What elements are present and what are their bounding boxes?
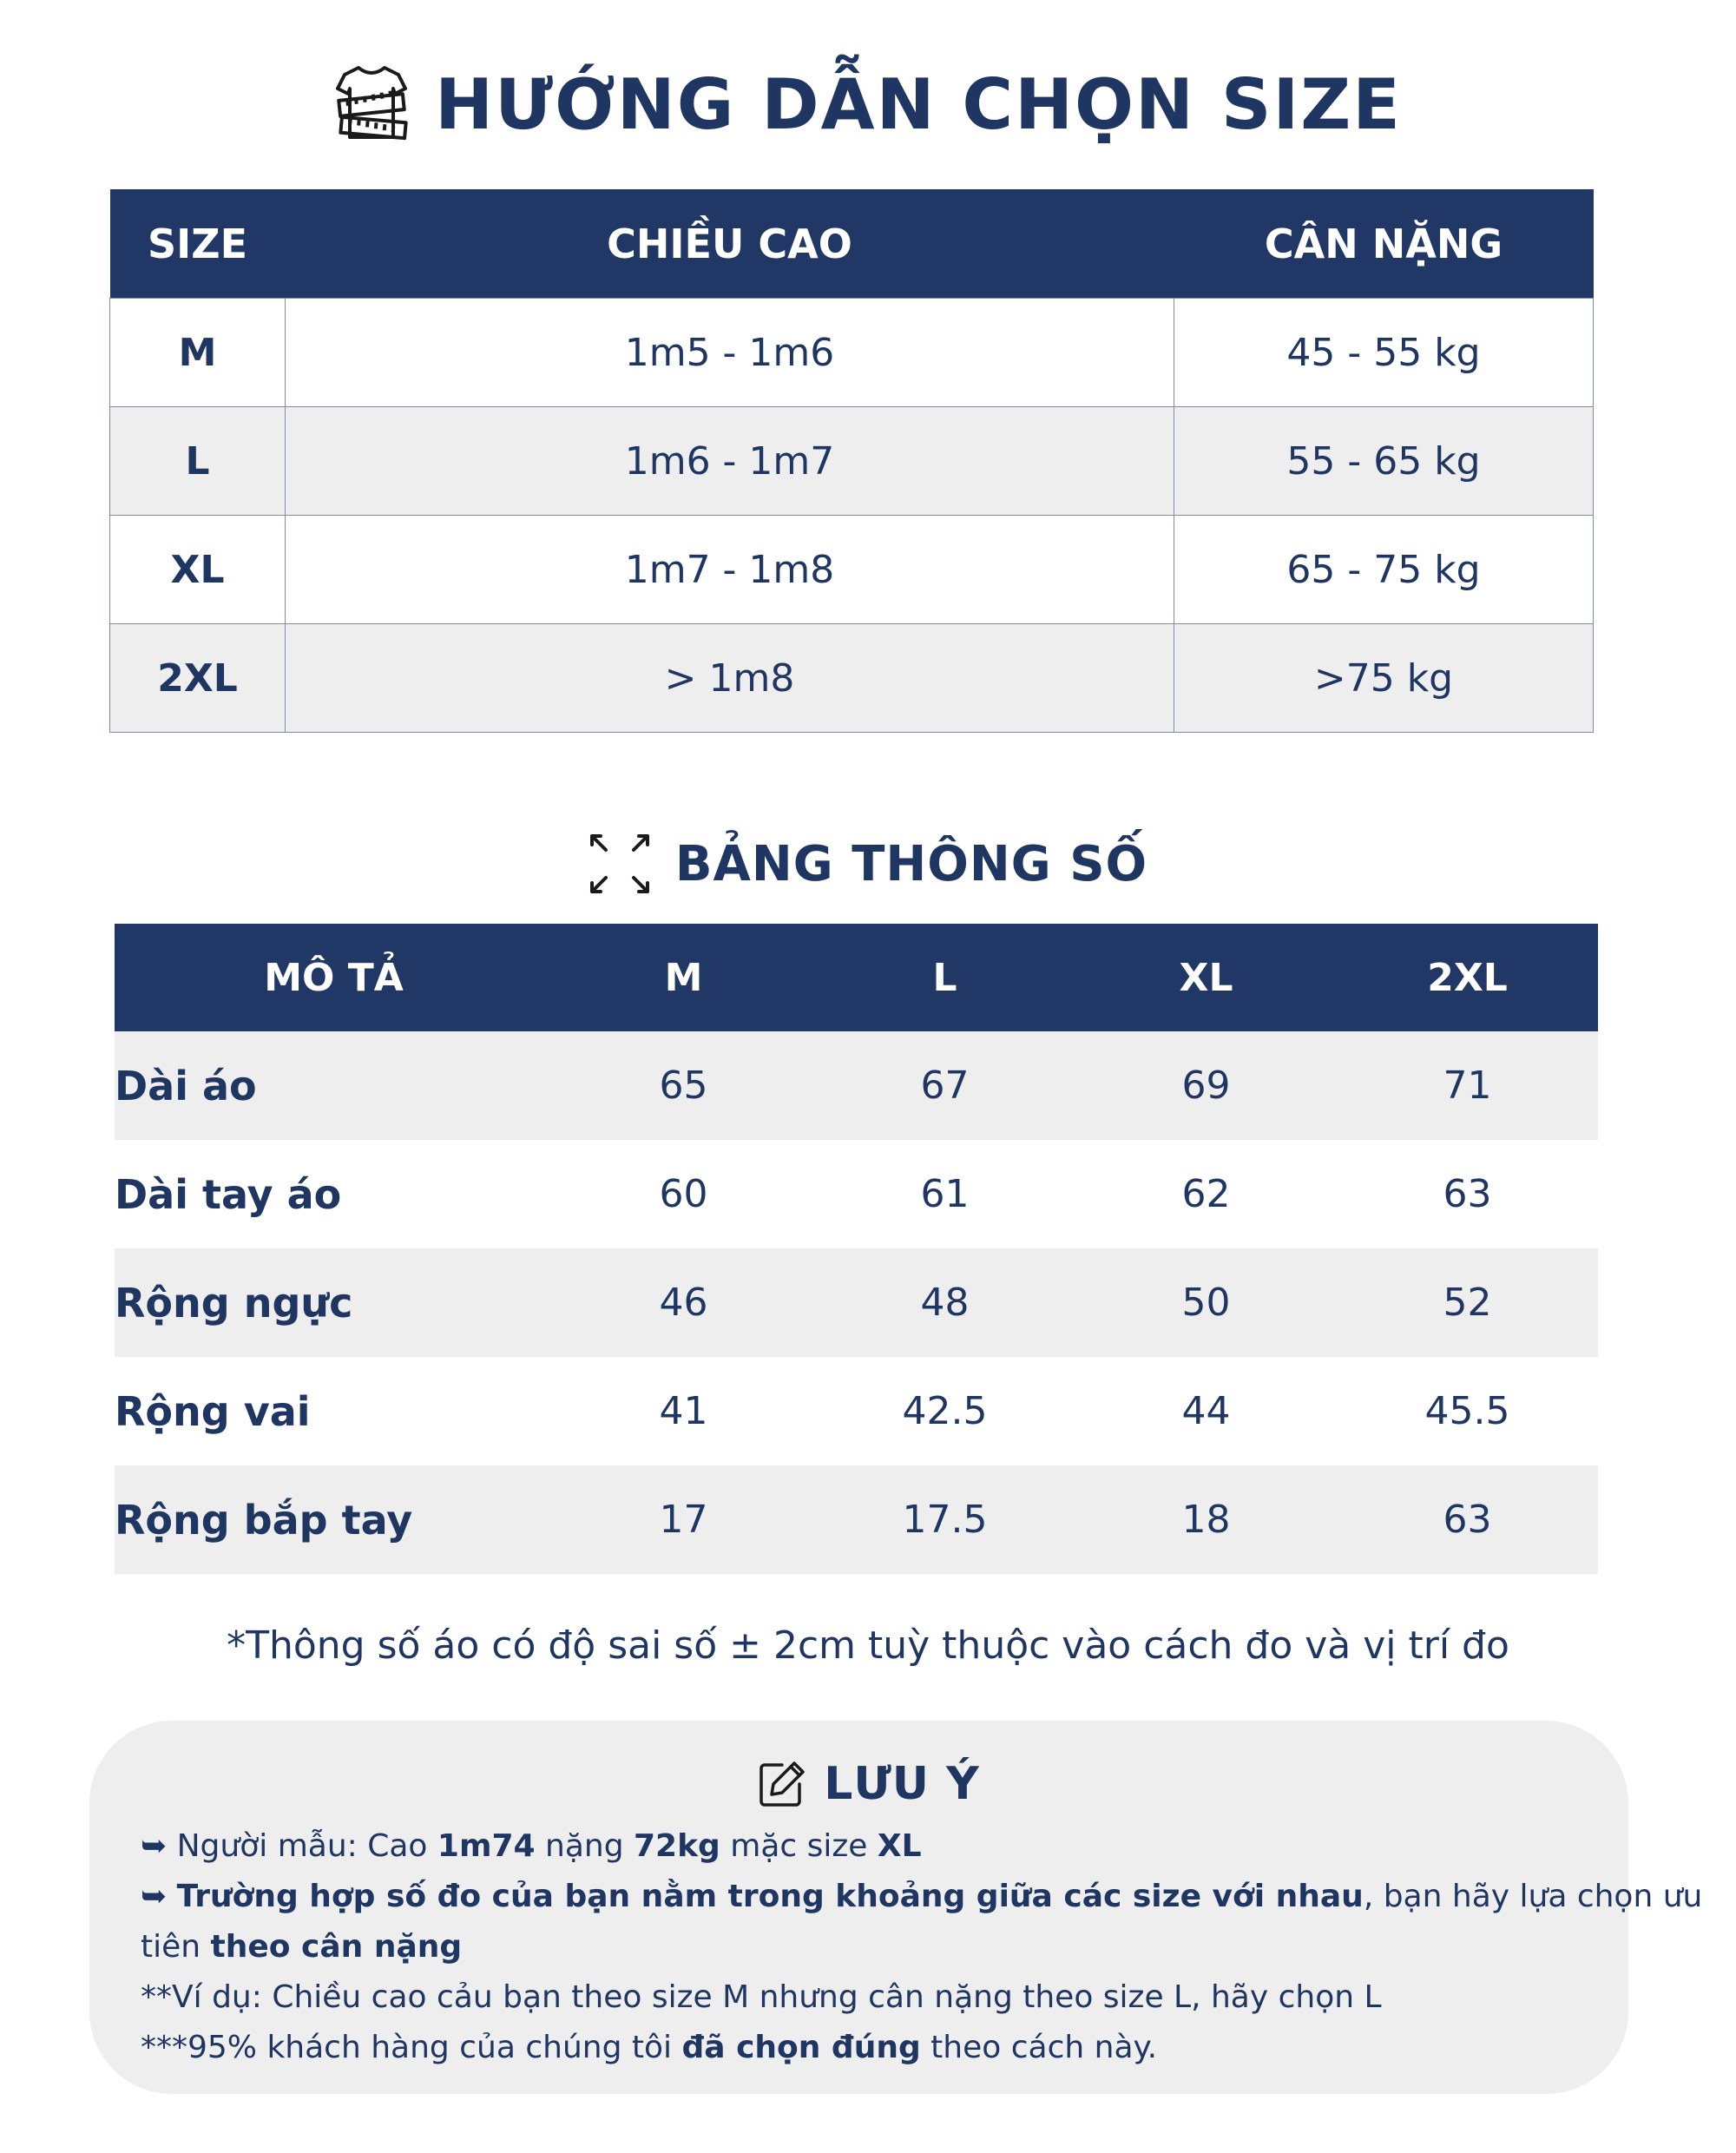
value-cell: 63 bbox=[1337, 1465, 1598, 1574]
row-label: Rộng ngực bbox=[115, 1248, 553, 1357]
column-header-weight: CÂN NẶNG bbox=[1174, 189, 1594, 299]
table-row bbox=[115, 1031, 1598, 1140]
column-header-l: L bbox=[814, 924, 1075, 1031]
height-cell: 1m5 - 1m6 bbox=[286, 299, 1174, 407]
table-row bbox=[110, 299, 1594, 407]
expand-arrows-icon bbox=[589, 833, 651, 895]
tolerance-note: *Thông số áo có độ sai số ± 2cm tuỳ thuộc vào cách đo và vị trí đo bbox=[227, 1623, 1509, 1668]
value-cell: 63 bbox=[1443, 1172, 1492, 1216]
weight-cell: 45 - 55 kg bbox=[1174, 299, 1594, 407]
size-chart-table bbox=[109, 189, 1593, 733]
page-title: HƯỚNG DẪN CHỌN SIZE bbox=[435, 63, 1402, 145]
value-cell: 18 bbox=[1075, 1465, 1337, 1574]
table-row bbox=[115, 1140, 1598, 1248]
row-label: Dài áo bbox=[115, 1031, 553, 1140]
notice-line-customers: ***95% khách hàng của chúng tôi đã chọn đúng theo cách này. bbox=[141, 2030, 1158, 2065]
table-row bbox=[110, 407, 1594, 516]
column-header-size: SIZE bbox=[110, 189, 286, 299]
row-label: Dài tay áo bbox=[115, 1170, 342, 1218]
value-cell: 17 bbox=[553, 1465, 814, 1574]
table-row bbox=[115, 1465, 1598, 1574]
value-cell: 45.5 bbox=[1424, 1389, 1510, 1433]
size-cell: 2XL bbox=[110, 624, 286, 733]
column-header-xl: XL bbox=[1075, 924, 1337, 1031]
notice-line-between-sizes: ➥ Trường hợp số đo của bạn nằm trong khoảng giữa các size với nhau, bạn hãy lựa chọn ưu bbox=[141, 1879, 1703, 1914]
value-cell: 69 bbox=[1075, 1031, 1337, 1140]
column-header-description: MÔ TẢ bbox=[115, 924, 553, 1031]
column-header-2xl: 2XL bbox=[1337, 924, 1598, 1031]
value-cell: 46 bbox=[553, 1248, 814, 1357]
column-header-height: CHIỀU CAO bbox=[286, 189, 1174, 299]
height-cell: 1m7 - 1m8 bbox=[286, 516, 1174, 624]
height-cell: > 1m8 bbox=[286, 624, 1174, 733]
value-cell: 61 bbox=[920, 1172, 970, 1216]
row-label: Rộng bắp tay bbox=[115, 1465, 553, 1574]
page-header bbox=[0, 56, 1736, 152]
table-row bbox=[115, 1248, 1598, 1357]
value-cell: 41 bbox=[659, 1389, 708, 1433]
weight-cell: 65 - 75 kg bbox=[1174, 516, 1594, 624]
height-cell: 1m6 - 1m7 bbox=[286, 407, 1174, 516]
table-row bbox=[110, 516, 1594, 624]
column-header-m: M bbox=[553, 924, 814, 1031]
notice-line-model: ➥ Người mẫu: Cao 1m74 nặng 72kg mặc size XL bbox=[141, 1828, 922, 1864]
table-row bbox=[110, 624, 1594, 733]
value-cell: 62 bbox=[1181, 1172, 1231, 1216]
weight-cell: >75 kg bbox=[1174, 624, 1594, 733]
shirt-measure-icon bbox=[334, 63, 409, 146]
notice-title: LƯU Ý bbox=[824, 1758, 980, 1810]
arrow-icon: ➥ bbox=[141, 1879, 168, 1914]
value-cell: 50 bbox=[1075, 1248, 1337, 1357]
value-cell: 44 bbox=[1181, 1389, 1231, 1433]
size-cell: M bbox=[110, 299, 286, 407]
size-cell: L bbox=[110, 407, 286, 516]
value-cell: 48 bbox=[814, 1248, 1075, 1357]
value-cell: 17.5 bbox=[814, 1465, 1075, 1574]
weight-cell: 55 - 65 kg bbox=[1174, 407, 1594, 516]
spec-table bbox=[115, 924, 1598, 1574]
arrow-icon: ➥ bbox=[141, 1828, 168, 1864]
table-row bbox=[115, 1357, 1598, 1465]
value-cell: 67 bbox=[814, 1031, 1075, 1140]
notice-line-weight: tiên theo cân nặng bbox=[141, 1929, 463, 1965]
value-cell: 65 bbox=[553, 1031, 814, 1140]
spec-section-header bbox=[0, 820, 1736, 907]
spec-section-title: BẢNG THÔNG SỐ bbox=[674, 835, 1148, 892]
value-cell: 60 bbox=[659, 1172, 708, 1216]
value-cell: 42.5 bbox=[902, 1389, 988, 1433]
size-cell: XL bbox=[110, 516, 286, 624]
value-cell: 71 bbox=[1337, 1031, 1598, 1140]
row-label: Rộng vai bbox=[115, 1387, 311, 1435]
table-header-row bbox=[115, 924, 1598, 1031]
notice-line-example: **Ví dụ: Chiều cao cảu bạn theo size M nhưng cân nặng theo size L, hãy chọn L bbox=[141, 1979, 1382, 2015]
value-cell: 52 bbox=[1337, 1248, 1598, 1357]
table-header-row bbox=[110, 189, 1594, 299]
notice-header bbox=[0, 1754, 1736, 1814]
edit-icon bbox=[756, 1758, 808, 1810]
